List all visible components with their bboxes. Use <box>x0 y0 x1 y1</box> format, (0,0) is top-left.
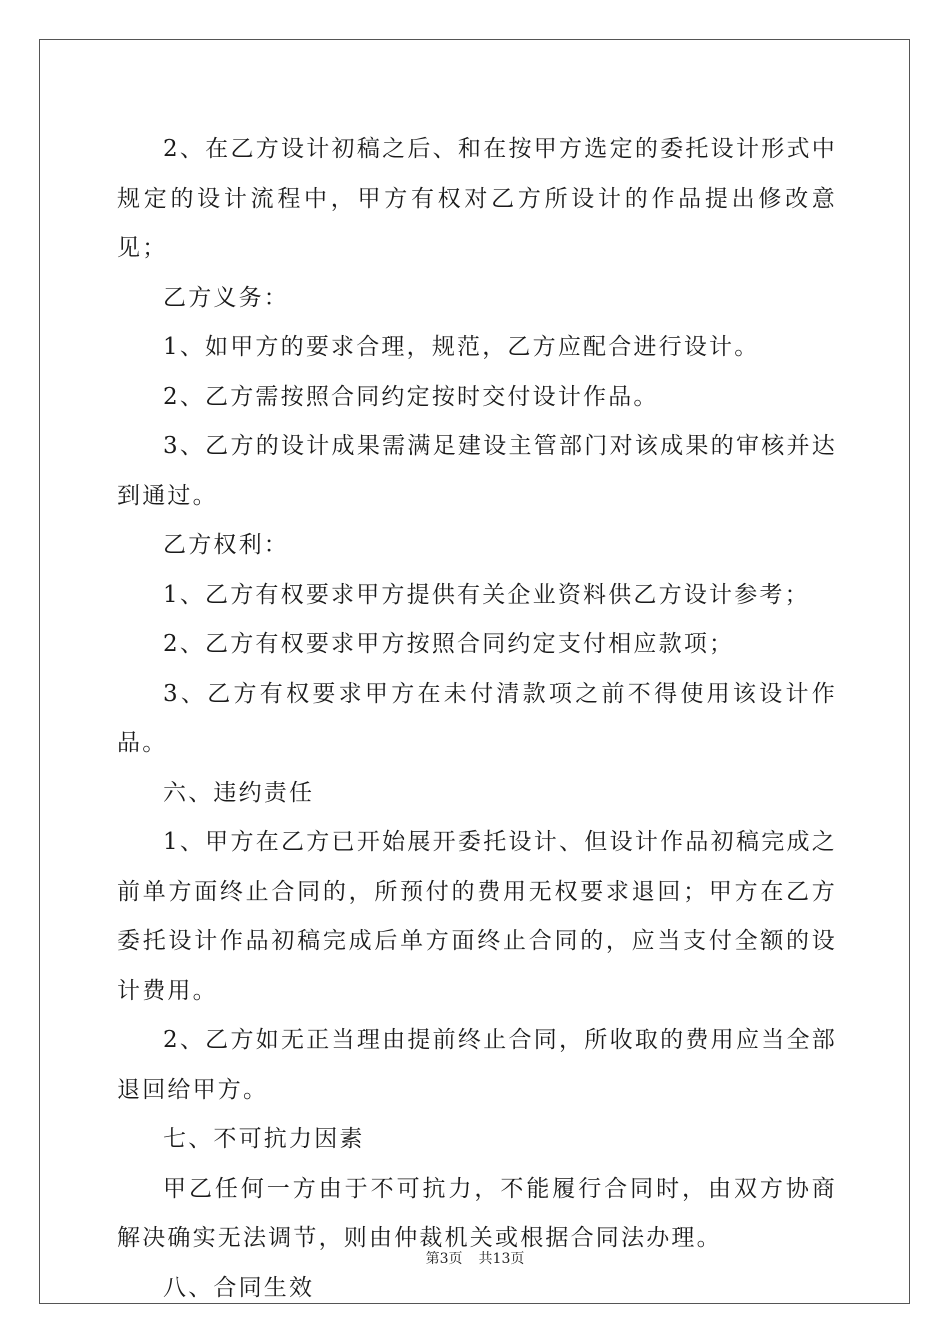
page-total: 共13页 <box>478 1251 525 1267</box>
paragraph: 3、乙方有权要求甲方在未付清款项之前不得使用该设计作品。 <box>117 680 837 756</box>
page-footer <box>0 1248 950 1268</box>
section-heading: 乙方义务： <box>163 284 289 311</box>
paragraph: 1、乙方有权要求甲方提供有关企业资料供乙方设计参考； <box>163 581 810 608</box>
paragraph: 3、乙方的设计成果需满足建设主管部门对该成果的审核并达到通过。 <box>117 433 837 509</box>
document-body <box>117 125 837 1313</box>
paragraph: 2、乙方有权要求甲方按照合同约定支付相应款项； <box>163 631 735 657</box>
paragraph: 1、如甲方的要求合理，规范，乙方应配合进行设计。 <box>163 334 760 360</box>
paragraph: 2、在乙方设计初稿之后、和在按甲方选定的委托设计形式中规定的设计流程中，甲方有权对乙方所设计的作品提出修改意见； <box>117 136 837 261</box>
page-number: 第3页 <box>425 1251 463 1267</box>
paragraph: 2、乙方如无正当理由提前终止合同，所收取的费用应当全部退回给甲方。 <box>117 1027 837 1103</box>
section-heading: 七、不可抗力因素 <box>163 1126 365 1152</box>
paragraph: 甲乙任何一方由于不可抗力，不能履行合同时，由双方协商解决确实无法调节，则由仲裁机关或根据合同法办理。 <box>117 1175 837 1251</box>
section-heading: 八、合同生效 <box>163 1274 315 1301</box>
paragraph: 1、甲方在乙方已开始展开委托设计、但设计作品初稿完成之前单方面终止合同的，所预付的费用无权要求退回；甲方在乙方委托设计作品初稿完成后单方面终止合同的，应当支付全额的设计费用。 <box>117 829 837 1004</box>
section-heading: 六、违约责任 <box>163 779 315 806</box>
section-heading: 乙方权利： <box>163 532 289 558</box>
paragraph: 2、乙方需按照合同约定按时交付设计作品。 <box>163 383 659 410</box>
